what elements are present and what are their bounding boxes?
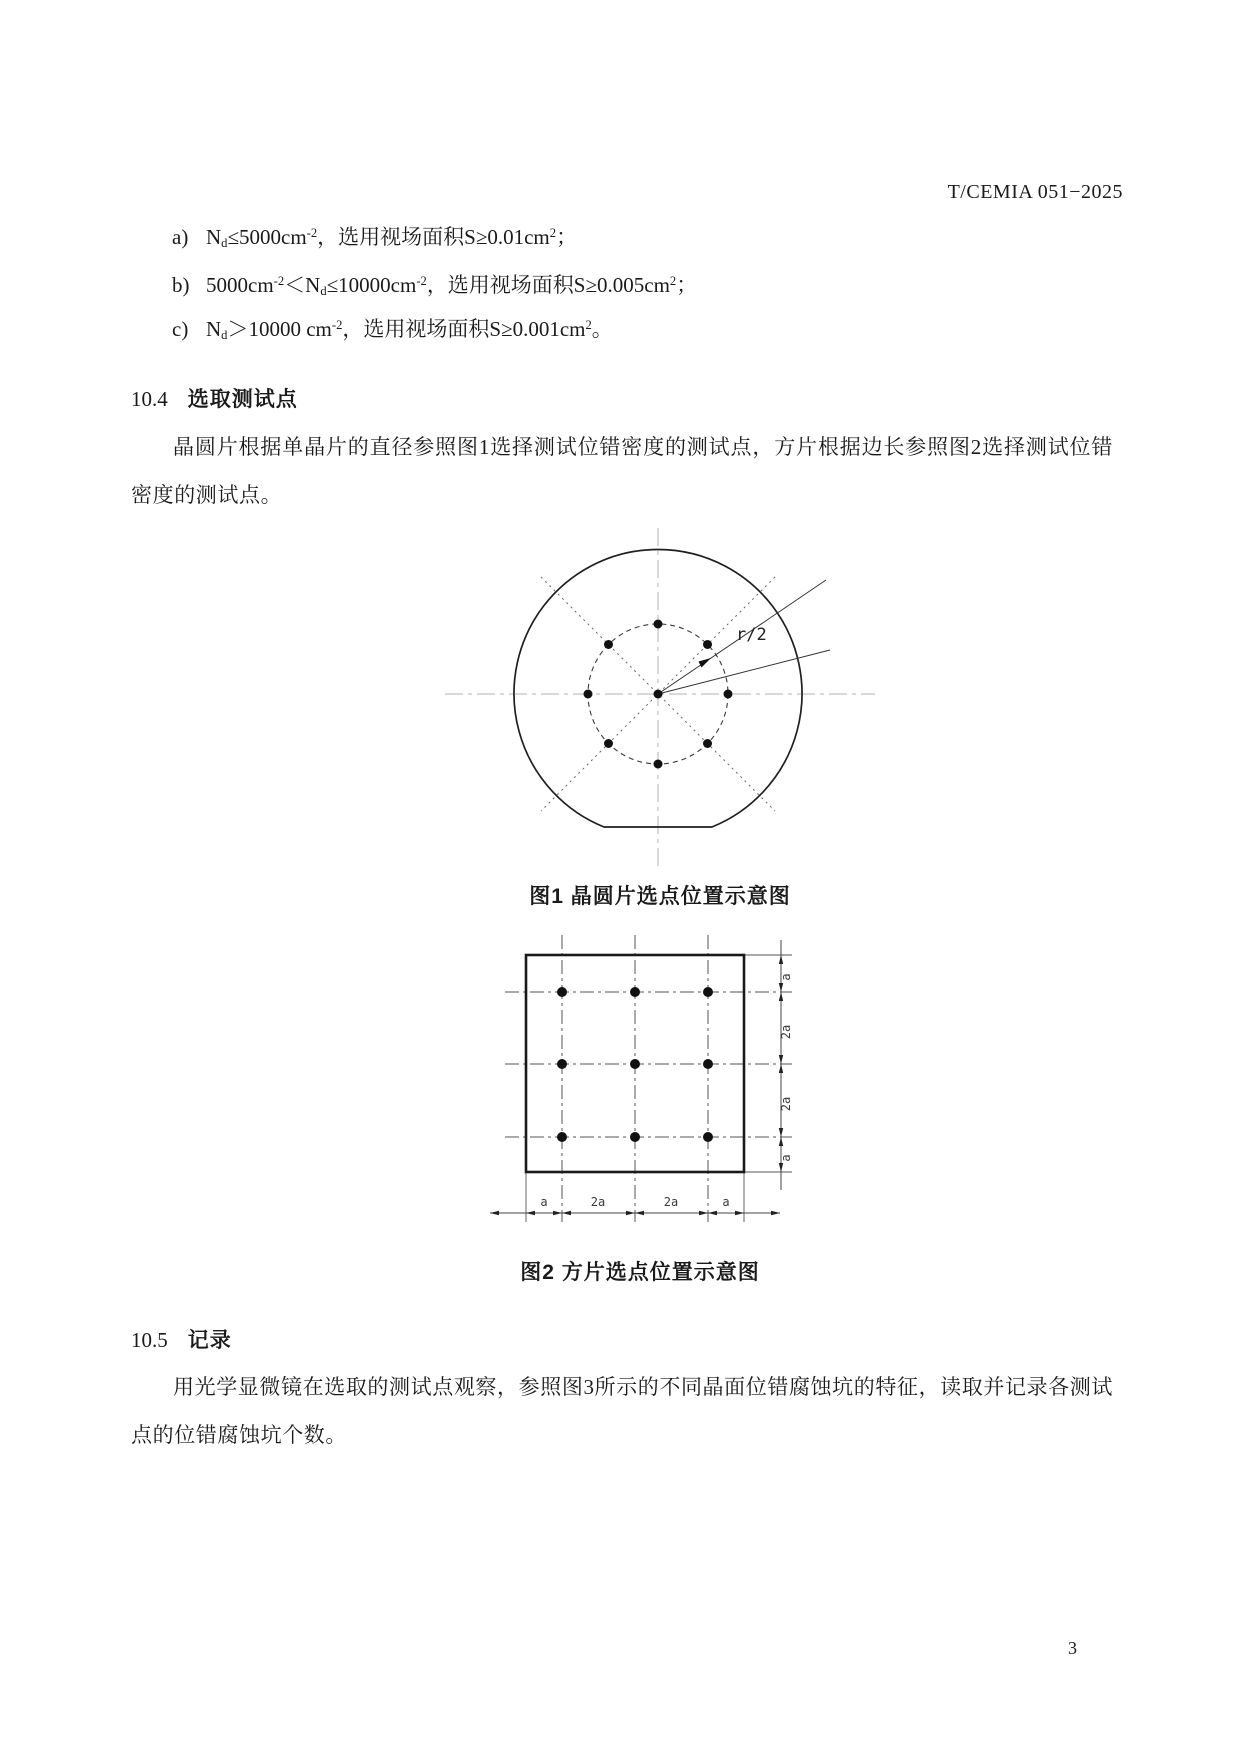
section-number: 10.5 (131, 1328, 168, 1352)
dim-bottom-a2: a (722, 1195, 730, 1209)
paragraph-record: 用光学显微镜在选取的测试点观察，参照图3所示的不同晶面位错腐蚀坑的特征，读取并记录各测试点的位错腐蚀坑个数。 (131, 1375, 1113, 1447)
doc-number: T/CEMIA 051−2025 (947, 181, 1123, 203)
figure1-wafer-diagram (430, 480, 890, 880)
figure1-caption: 图1 晶圆片选点位置示意图 (529, 885, 791, 908)
dim-bottom-2a2: 2a (663, 1195, 679, 1209)
list-item-a (172, 221, 1132, 251)
dim-right-a2: a (779, 1154, 793, 1162)
section-title: 选取测试点 (187, 388, 298, 411)
figure2-caption: 图2 方片选点位置示意图 (520, 1261, 760, 1284)
radius-arrowhead (699, 658, 712, 668)
dim-bottom-2a1: 2a (590, 1195, 606, 1209)
list-item-c (172, 313, 1132, 343)
list-marker: a) (172, 225, 189, 249)
figure2-square-diagram (460, 930, 820, 1240)
list-item-text: $5000cm^{-2}<N_d\le 10000cm^{-2}$，选用视场面积$S\ge 0.005cm^2$； (206, 273, 698, 299)
section-title: 记录 (187, 1329, 232, 1352)
list-item-b (172, 269, 1132, 299)
grid-centerlines (505, 935, 792, 1222)
dimension-labels (540, 973, 793, 1209)
dim-bottom-a1: a (540, 1195, 548, 1209)
radius-label: r/2 (736, 625, 767, 645)
paragraph-select-points: 晶圆片根据单晶片的直径参照图1选择测试位错密度的测试点，方片根据边长参照图2选择测试位错密度的测试点。 (131, 435, 1113, 507)
list-item-text: $N_d\le 5000cm^{-2}$，选用视场面积$S\ge 0.01cm^2$； (206, 225, 578, 251)
list-marker: c) (172, 317, 189, 341)
list-marker: b) (172, 273, 190, 297)
dim-right-2a1: 2a (779, 1024, 793, 1040)
section-heading-10-5 (131, 1324, 232, 1354)
section-number: 10.4 (131, 387, 168, 411)
centerlines (445, 528, 875, 870)
list-item-text: $N_d>10000$ $cm^{-2}$，选用视场面积$S\ge 0.001cm^2$。 (206, 317, 613, 343)
section-heading-10-4 (131, 383, 298, 413)
dim-right-2a2: 2a (779, 1096, 793, 1112)
page-number: 3 (1068, 1638, 1077, 1658)
dim-right-a1: a (779, 973, 793, 981)
